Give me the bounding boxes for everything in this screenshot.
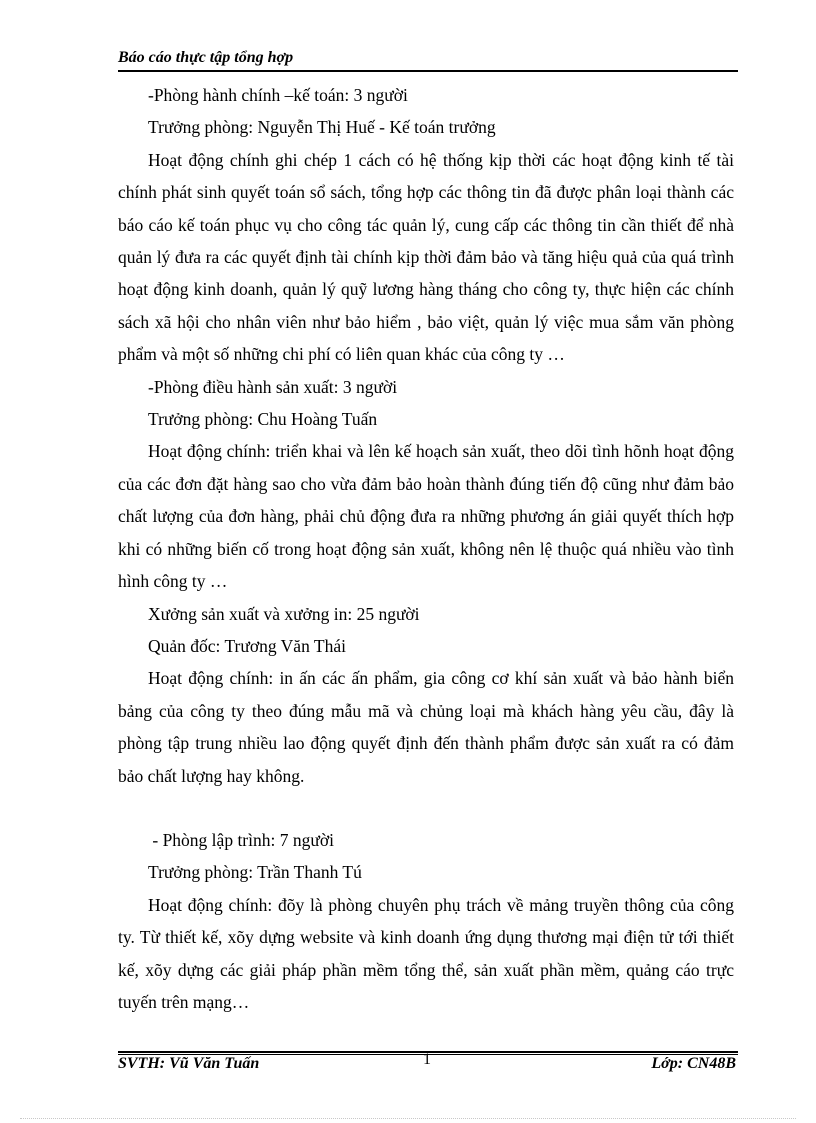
- page-bottom-dotted-line: [20, 1118, 796, 1119]
- header-divider: [118, 70, 738, 72]
- department-heading: -Phòng hành chính –kế toán: 3 người: [148, 85, 408, 105]
- department-description: Hoạt động chính ghi chép 1 cách có hệ thống kịp thời các hoạt động kinh tế tài chính phát sinh quyết toán sổ sách, tổng hợp các thông tin đã được phân loại thành các báo cáo kế toán phục vụ cho công tác quản lý, cung cấp các thông tin cần thiết để nhà quản lý đưa ra các quyết định tài chính kịp thời đảm bảo và tăng hiệu quả của quá trình hoạt động kinh doanh, quản lý quỹ lương hàng tháng cho công ty, thực hiện các chính sách xã hội cho nhân viên như bảo hiểm , bảo việt, quản lý việc mua sắm văn phòng phẩm và một số những chi phí có liên quan khác của công ty …: [118, 149, 734, 365]
- page-header-title: Báo cáo thực tập tổng hợp: [118, 49, 294, 66]
- department-description: Hoạt động chính: đõy là phòng chuyên phụ trách về mảng truyền thông của công ty. Từ thiết kế, xõy dựng website và kinh doanh ứng dụng thương mại điện tử tới thiết kế, xõy dựng các giải pháp phần mềm tổng thể, sản xuất phần mềm, quảng cáo trực tuyến trên mạng…: [118, 894, 734, 1012]
- department-head: Trưởng phòng: Nguyễn Thị Huế - Kế toán trưởng: [148, 117, 496, 138]
- department-heading: Xưởng sản xuất và xưởng in: 25 người: [148, 603, 420, 624]
- page-footer: [118, 1051, 738, 1077]
- department-description: Hoạt động chính: in ấn các ấn phẩm, gia công cơ khí sản xuất và bảo hành biển bảng của công ty theo đúng mẫu mã và chủng loại mà khách hàng yêu cầu, đây là phòng tập trung nhiều lao động quyết định đến thành phẩm được sản xuất ra có đảm bảo chất lượng hay không.: [118, 668, 734, 786]
- department-head: Trưởng phòng: Trần Thanh Tú: [148, 862, 362, 883]
- footer-class: Lớp: CN48B: [651, 1055, 736, 1072]
- department-heading: -Phòng điều hành sản xuất: 3 người: [148, 376, 398, 397]
- page-number: 1: [423, 1051, 431, 1068]
- footer-student-name: SVTH: Vũ Văn Tuấn: [118, 1055, 260, 1072]
- department-heading: - Phòng lập trình: 7 người: [148, 829, 334, 850]
- department-description: Hoạt động chính: triển khai và lên kế hoạch sản xuất, theo dõi tình hõnh hoạt động của các đơn đặt hàng sao cho vừa đảm bảo hoàn thành đúng tiến độ cũng như đảm bảo chất lượng của đơn hàng, phải chủ động đưa ra những phương án giải quyết thích hợp khi có những biến cố trong hoạt động sản xuất, không nên lệ thuộc quá nhiều vào tình hình công ty …: [118, 441, 734, 592]
- department-head: Quản đốc: Trương Văn Thái: [148, 635, 346, 656]
- document-body: [118, 79, 734, 1018]
- department-head: Trưởng phòng: Chu Hoàng Tuấn: [148, 409, 378, 430]
